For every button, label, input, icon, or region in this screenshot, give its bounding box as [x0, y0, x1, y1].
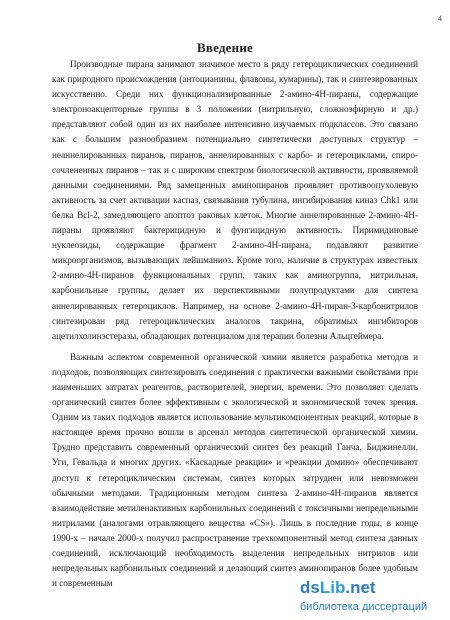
- watermark-caption: библиотека диссертаций: [300, 601, 428, 613]
- dslib-watermark: [300, 578, 450, 620]
- document-body: [52, 57, 418, 591]
- paragraph-1: [52, 57, 418, 344]
- paragraph-1-text: Производные пирана занимают значимое место в ряду гетероциклических соединений как природного происхождения (антоцианины, флавоны, кумарины), так и синтезированных искусственно. Среди них функционализированные 2-амино-4Н-пираны, содержащие электроноакцепторные группы в 3 положении (нитрильную, сложноэфирную и др.) представляют собой один из их наиболее интенсивно изучаемых подклассов. Это связано как с большим разнообразием потенциально синтетически доступных структур – неаннелированных пиранов, пиранов, аннелированных с карбо- и гетероциклами, спиро-сочлененных пиранов – так и с широким спектром биологической активности, проявляемой данными соединениями. Ряд замещенных аминопиранов проявляет противоопухолевую активность за счет активации каспаз, связывания тубулина, ингибирования киназ Chk1 или белка Bcl-2, замедляющего апоптоз раковых клеток. Многие аннелированные 2-амино-4Н-пираны проявляют бактерицидную и фунгицидную активность. Пиримидиновые нуклеозиды, содержащие фрагмент 2-амино-4Н-пирана, подавляют развитие микроорганизмов, вызывающих лейшманиоз. Кроме того, наличие в структурах известных 2-амино-4Н-пиранов функциональных групп, таких как аминогруппа, нитрильная, карбонильные группы, делает их перспективными полупродуктами для синтеза аннелированных гетероциклов. Например, на основе 2-амино-4Н-пиран-3-карбонитрилов синтезирован ряд гетероциклических аналогов такрина, обратимых ингибиторов ацетилхолинэстеразы, обладающих потенциалом для терапии болезни Альцгеймера.: [52, 59, 418, 341]
- paragraph-2: [52, 350, 418, 592]
- page-number: 4: [438, 14, 442, 23]
- watermark-logo: dsLib.net: [300, 578, 376, 597]
- paragraph-2-text: Важным аспектом современной органической химии является разработка методов и подходов, позволяющих синтезировать соединения с практически важными свойствами при наименьших затратах реагентов, растворителей, энергии, времени. Это позволяет сделать органический синтез более эффективным с экологической и экономической точек зрения. Одним из таких подходов является использование мультикомпонентных реакций, которые в настоящее время прочно вошли в арсенал методов синтетической органической химии. Трудно представить современный органический синтез без реакций Ганча, Биджинелли, Уги, Гевальда и многих других. «Каскадные реакции» и «реакции домино» обеспечивают доступ к гетероциклическим системам, синтез которых затруднен или невозможен обычными методами. Традиционным методом синтеза 2-амино-4Н-пиранов является взаимодействие метиленактивных карбонильных соединений с токсичными непредельными нитрилами (аналогами отравляющего вещества «CS»). Лишь в последние годы, в конце 1990-х – начале 2000-х получил распространение трехкомпонентный метод синтеза данных соединений, исключающий необходимость выделения непредельных нитрилов или непредельных карбонильных соединений и делающий синтез аминопиранов более удобным и современным: [52, 351, 418, 589]
- page-title: Введение: [197, 40, 253, 55]
